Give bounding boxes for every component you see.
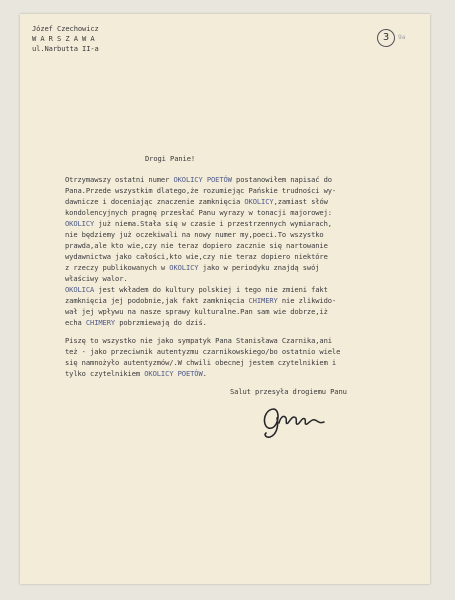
page-number: 3 xyxy=(377,29,395,47)
salutation: Drogi Panie! xyxy=(145,154,196,163)
body-line: Otrzymawszy ostatni numer OKOLICY POETÓW postanowiłem napisać do xyxy=(65,175,332,184)
body-line: OKOLICA jest wkładem do kultury polskiej i tego nie zmieni fakt xyxy=(65,285,328,294)
page-note: 9a xyxy=(398,34,406,41)
sender-name: Józef Czechowicz xyxy=(32,24,99,33)
body-line: właściwy walor. xyxy=(65,274,128,283)
body-line: się namnożyło autentyzmów/.W chwili obecnej jestem czytelnikiem i xyxy=(65,358,337,367)
body-line: Pana.Przede wszystkim dlatego,że rozumiejąc Pańskie trudności wy- xyxy=(65,186,337,195)
body-line: z rzeczy publikowanych w OKOLICY jako w periodyku znajdą swój xyxy=(65,263,320,272)
sender-header xyxy=(32,24,99,54)
sender-city: W A R S Z A W A xyxy=(32,34,95,43)
body-line: echa CHIMERY pobrzmiewają do dziś. xyxy=(65,318,207,327)
sender-street: ul.Narbutta II-a xyxy=(32,44,99,53)
body-line: nie będziemy już oczekiwali na nowy numer my,poeci.To wszystko xyxy=(65,230,324,239)
signature xyxy=(258,403,328,439)
body-line: Piszę to wszystko nie jako sympatyk Pana Stanisława Czarnika,ani xyxy=(65,336,332,345)
body-line: prawda,ale kto wie,czy nie teraz dopiero zacznie się nartowanie xyxy=(65,241,328,250)
body-line: OKOLICY już niema.Stała się w czasie i przestrzennych wymiarach, xyxy=(65,219,332,228)
body-line: dawnicze i doceniając znaczenie zamknięcia OKOLICY,zamiast słów xyxy=(65,197,328,206)
body-line: zamknięcia jej podobnie,jak fakt zamknięcia CHIMERY nie zlikwido- xyxy=(65,296,337,305)
closing: Salut przesyła drogiemu Panu xyxy=(230,387,347,396)
body-line: kondolencyjnych pragnę przesłać Panu wyrazy w tonacji majorowej: xyxy=(65,208,332,217)
body-line: tylko czytelnikiem OKOLICY POETÓW. xyxy=(65,369,207,378)
body-line: wydawnictwa jako całości,kto wie,czy nie teraz dopiero niektóre xyxy=(65,252,328,261)
letter-page xyxy=(20,14,430,584)
body-line: wał jej wpływu na nasze sprawy kulturalne.Pan sam wie dobrze,iż xyxy=(65,307,328,316)
body-line: też - jako przeciwnik autentyzmu czarnikowskiego/bo ostatnio wiele xyxy=(65,347,341,356)
